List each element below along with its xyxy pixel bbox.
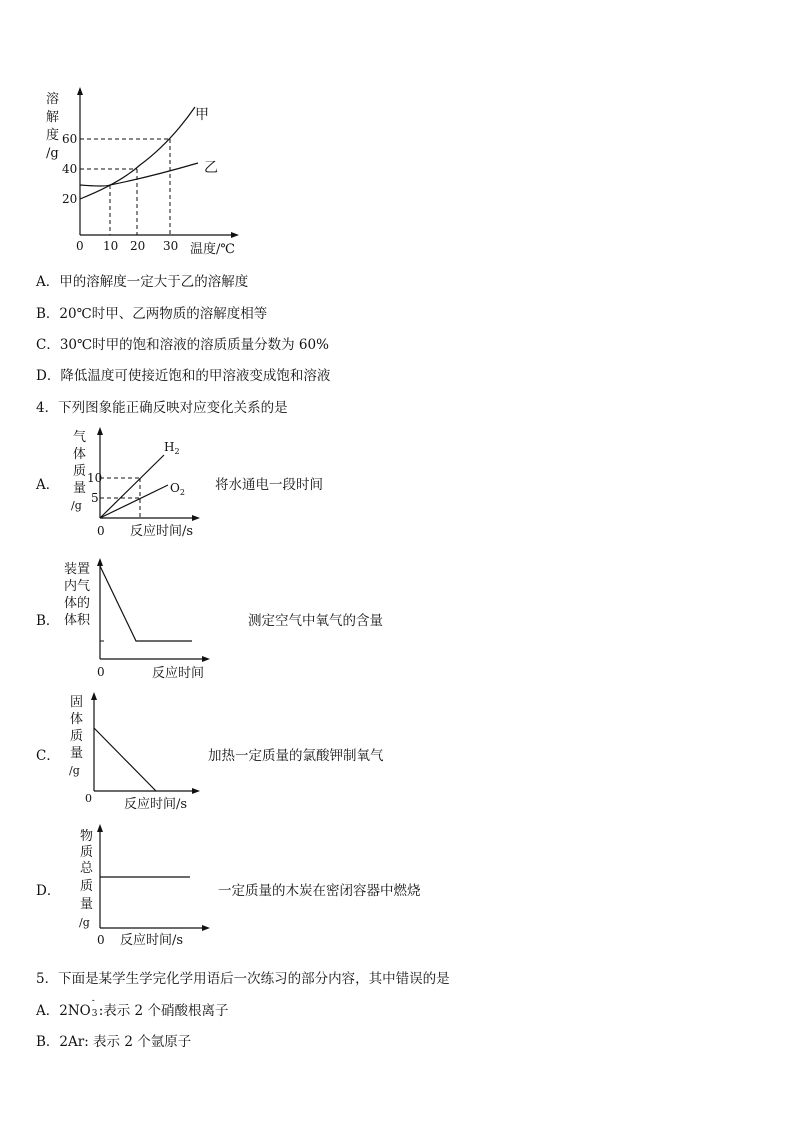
y-tick: 10	[87, 471, 103, 485]
x-axis-label: 反应时间/s	[120, 933, 184, 948]
q4-option-d-letter: D．	[36, 883, 61, 899]
y-label-char: /g	[69, 764, 80, 777]
y-label-row: 内气	[64, 579, 91, 594]
y-label-char: 质	[70, 729, 84, 744]
y-tick: 5	[91, 491, 99, 505]
y-label-char: 体	[70, 712, 84, 727]
y-label-char: 量	[73, 481, 87, 496]
q4-option-b-letter: B．	[36, 613, 60, 629]
x-tick: 20	[130, 239, 146, 253]
y-label-char: 度	[46, 128, 60, 143]
y-label-char: /g	[46, 146, 59, 161]
origin-label: 0	[85, 792, 92, 805]
y-label-char: 溶	[46, 92, 60, 107]
x-axis-label: 反应时间	[152, 666, 205, 681]
q5-stem: 5．下面是某学生学完化学用语后一次练习的部分内容，其中错误的是	[36, 971, 450, 987]
q4-graph-d	[60, 822, 220, 950]
y-label-row: 装置	[64, 562, 91, 577]
origin-label: 0	[97, 665, 105, 679]
solubility-graph	[40, 85, 260, 260]
y-label-row: 体的	[64, 596, 91, 611]
q3-option-b: B．20℃时甲、乙两物质的溶解度相等	[36, 306, 268, 322]
q3-option-a: A．甲的溶解度一定大于乙的溶解度	[36, 274, 249, 290]
x-axis-label: 反应时间/s	[130, 524, 194, 539]
q5-option-a-prefix: A．2NO	[36, 1003, 91, 1019]
x-tick: 10	[103, 239, 119, 253]
q5-option-a-rest: :表示 2 个硝酸根离子	[98, 1003, 229, 1019]
q4-graph-c	[60, 690, 210, 815]
q3-option-d: D．降低温度可使接近饱和的甲溶液变成饱和溶液	[36, 368, 331, 384]
x-axis-label: 温度/℃	[190, 242, 235, 257]
q4-option-a-letter: A．	[36, 477, 60, 493]
x-axis-label: 反应时间/s	[124, 797, 188, 812]
y-label-char: 总	[80, 861, 94, 876]
line-label-h2: $H_2$	[164, 440, 180, 456]
q4-graph-a	[60, 425, 210, 543]
curve-label-yi: 乙	[204, 160, 218, 176]
y-label-char: 量	[80, 897, 94, 912]
y-tick: 20	[62, 192, 78, 206]
y-label-char: /g	[79, 916, 90, 929]
y-label-char: /g	[71, 499, 82, 512]
origin-label: 0	[97, 933, 105, 947]
y-label-char: 质	[80, 879, 94, 894]
q3-option-c: C．30℃时甲的饱和溶液的溶质质量分数为 60%	[36, 337, 329, 353]
y-label-char: 固	[70, 695, 84, 710]
y-label-char: 解	[46, 110, 60, 125]
q5-option-b: B．2Ar: 表示 2 个氩原子	[36, 1034, 192, 1050]
curve-label-jia: 甲	[195, 107, 209, 123]
y-label-char: 质	[73, 464, 87, 479]
q4-option-b-desc: 测定空气中氧气的含量	[248, 613, 383, 629]
y-label-char: 质	[80, 845, 94, 860]
y-label-char: 量	[70, 746, 84, 761]
q4-option-c-desc: 加热一定质量的氯酸钾制氧气	[208, 748, 384, 764]
q4-option-d-desc: 一定质量的木炭在密闭容器中燃烧	[218, 883, 421, 899]
q4-stem: 4．下列图象能正确反映对应变化关系的是	[36, 400, 288, 416]
q5-option-a-sup: -	[91, 996, 95, 1006]
y-label-char: 物	[80, 829, 94, 844]
q4-option-a-desc: 将水通电一段时间	[215, 477, 323, 493]
y-tick: 40	[62, 162, 78, 176]
y-label-char: 体	[73, 447, 87, 462]
q5-option-a	[36, 996, 229, 1019]
y-label-char: 气	[73, 430, 87, 445]
x-tick: 30	[163, 239, 179, 253]
y-label-row: 体积	[64, 613, 91, 628]
q5-option-a-sub: 3	[91, 1009, 98, 1019]
q4-option-c-letter: C．	[36, 748, 60, 764]
q4-graph-b	[60, 556, 220, 682]
x-tick: 0	[76, 239, 84, 253]
origin-label: 0	[97, 524, 105, 538]
line-label-o2: $O_2$	[170, 481, 185, 497]
y-tick: 60	[62, 132, 78, 146]
